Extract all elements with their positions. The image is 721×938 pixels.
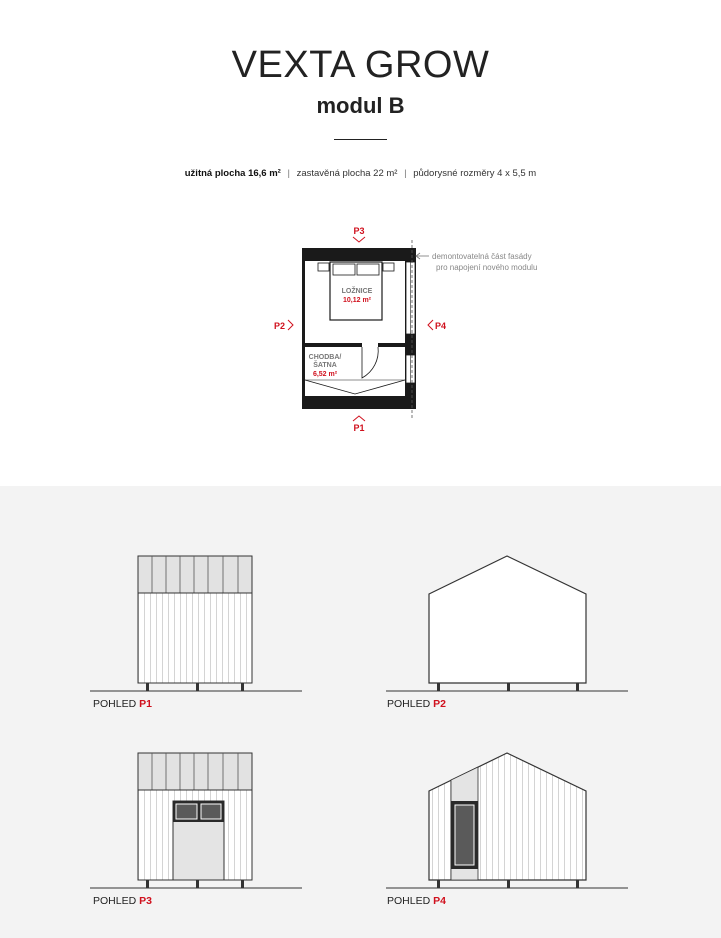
product-title: VEXTA GROW	[231, 44, 490, 86]
hall-label: ŠATNA	[313, 362, 337, 369]
facade-note: pro napojení nového modulu	[436, 263, 538, 272]
elevation-id: P2	[433, 698, 446, 710]
hall-area: 6,52 m²	[312, 371, 338, 378]
elevation-p4	[386, 753, 628, 888]
view-marker-p1: P1	[353, 423, 365, 433]
bedroom-label: LOŽNICE	[341, 288, 373, 295]
elevation-label-p2	[387, 698, 446, 710]
hall-label: CHODBA/	[308, 354, 342, 361]
facade-note: demontovatelná část fasády	[432, 252, 532, 261]
usable-area-spec: užitná plocha 16,6 m²	[184, 168, 281, 179]
view-marker-p4: P4	[435, 321, 447, 331]
elevation-id: P4	[433, 895, 446, 907]
elevation-prefix: POHLED	[93, 895, 137, 907]
elevation-p1	[90, 556, 302, 691]
bedroom-area: 10,12 m²	[342, 297, 372, 304]
spec-separator: |	[287, 168, 290, 179]
elevation-prefix: POHLED	[93, 698, 137, 710]
elevation-label-p4	[387, 895, 446, 907]
elevation-prefix: POHLED	[387, 698, 431, 710]
elevation-label-p1	[93, 698, 152, 710]
built-area-spec: zastavěná plocha 22 m²	[296, 168, 398, 179]
elevation-label-p3	[93, 895, 152, 907]
module-subtitle: modul B	[316, 93, 405, 118]
elevation-p3	[90, 753, 302, 888]
elevation-prefix: POHLED	[387, 895, 431, 907]
elevation-id: P1	[139, 698, 152, 710]
view-marker-p2: P2	[274, 321, 286, 331]
dimensions-spec: půdorysné rozměry 4 x 5,5 m	[413, 168, 537, 179]
elevation-id: P3	[139, 895, 152, 907]
view-marker-p3: P3	[353, 226, 365, 236]
elevation-p2	[386, 556, 628, 691]
spec-separator: |	[404, 168, 407, 179]
